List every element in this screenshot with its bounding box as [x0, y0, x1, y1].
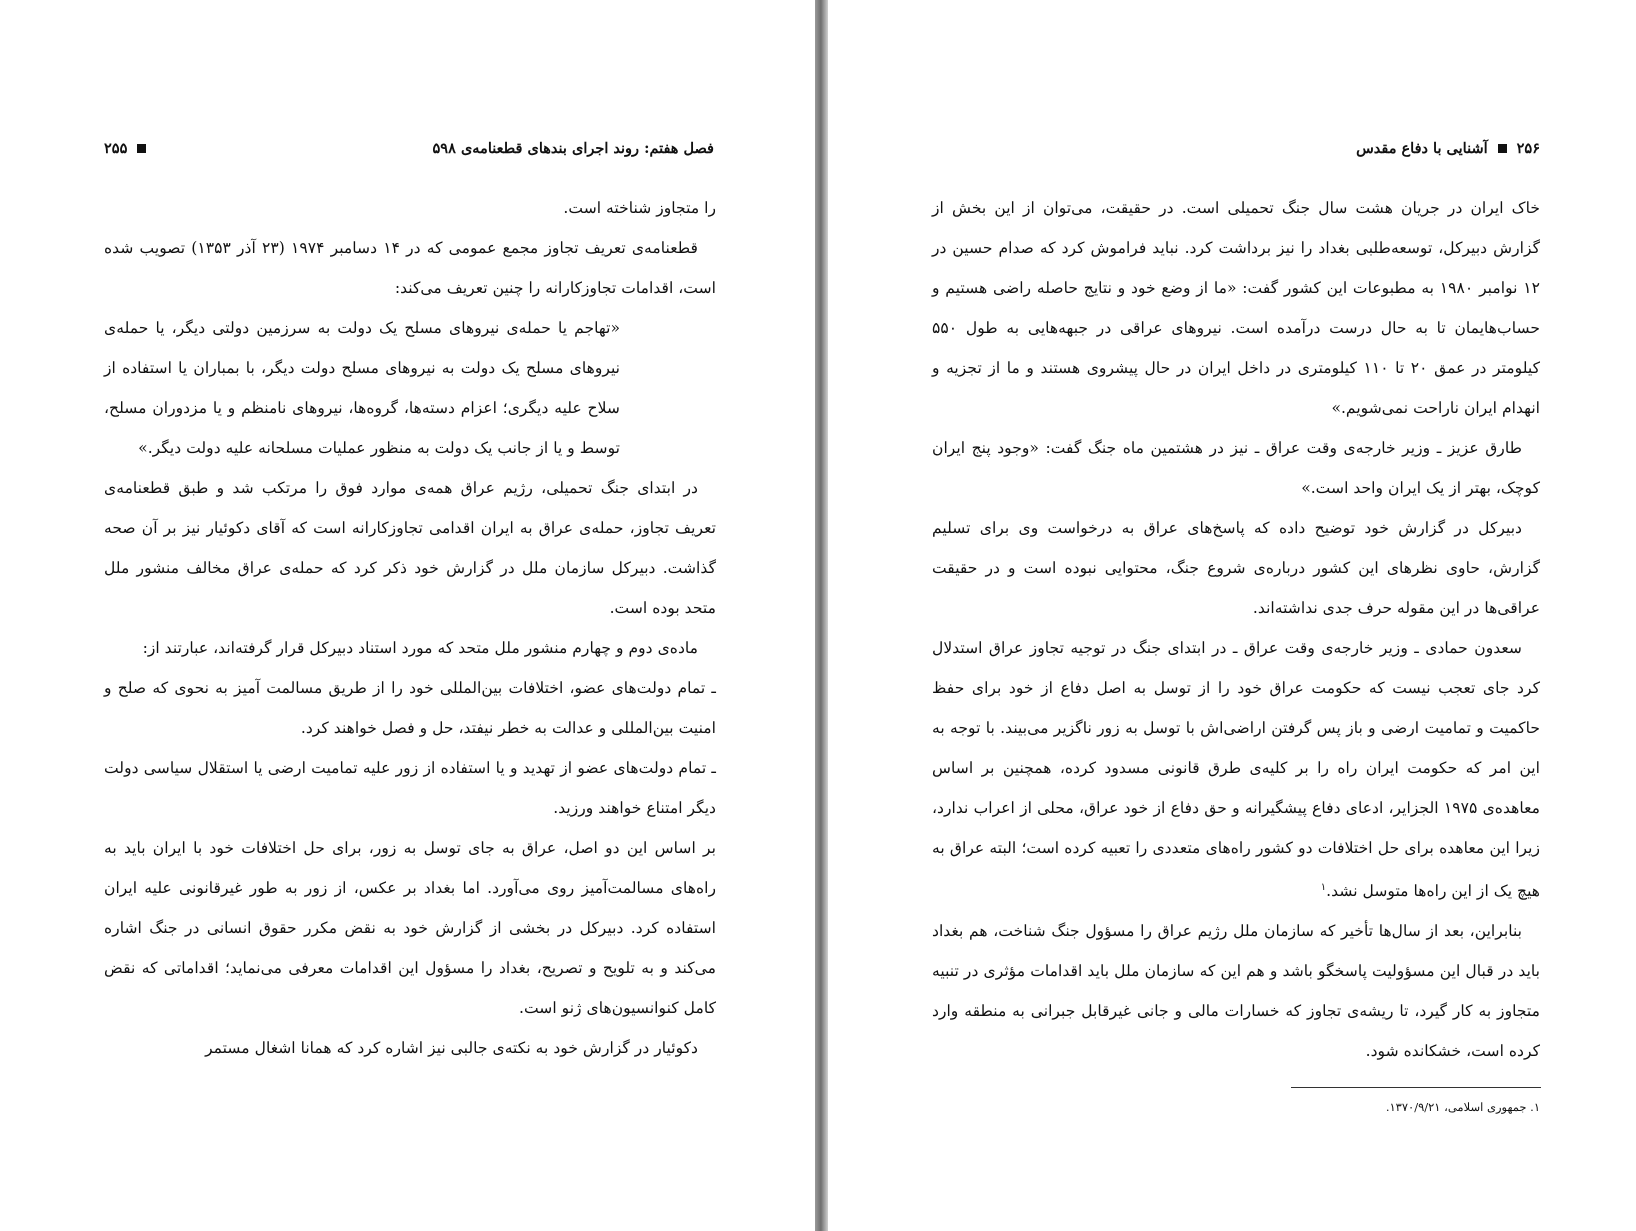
header-square-bullet [137, 144, 146, 153]
right-page [828, 0, 1636, 1231]
page-number: ۲۵۵ [104, 140, 128, 157]
paragraph: دکوئیار در گزارش خود به نکته‌ی جالبی نیز اشاره کرد که همانا اشغال مستمر [205, 1039, 698, 1057]
list-item: ـ تمام دولت‌های عضو، اختلافات بین‌المللی خود را از طریق مسالمت آمیز به نحوی که صلح و امنیت بین‌المللی و عدالت به خطر نیفتد، حل و فصل خواهند کرد. [104, 679, 716, 737]
paragraph: طارق عزیز ـ وزیر خارجه‌ی وقت عراق ـ نیز در هشتمین ماه جنگ گفت: «وجود پنج ایران کوچک، بهتر از یک ایران واحد است.» [932, 439, 1540, 497]
block-quote: «تهاجم یا حمله‌ی نیروهای مسلح یک دولت به سرزمین دولتی دیگر، یا حمله‌ی نیروهای مسلح یک دولت به نیروهای مسلح دولت دیگر، با بمباران یا استفاده از سلاح علیه دیگری؛ اعزام دسته‌ها، گروه‌ها، نیروهای نامنظم و یا مزدوران مسلح، توسط و یا از جانب یک دولت به منظور عملیات مسلحانه علیه دولت دیگر.» [104, 319, 620, 457]
running-header [104, 140, 714, 157]
paragraph: دبیرکل در گزارش خود توضیح داده که پاسخ‌های عراق به درخواست وی برای تسلیم گزارش، حاوی نظرهای این کشور درباره‌ی شروع جنگ، محتوایی نبوده است و در حقیقت عراقی‌ها در این مقوله حرف جدی نداشته‌اند. [932, 519, 1540, 617]
page-body [104, 188, 716, 1068]
paragraph: بر اساس این دو اصل، عراق به جای توسل به زور، برای حل اختلافات خود با ایران باید به راه‌های مسالمت‌آمیز روی می‌آورد. اما بغداد بر عکس، از زور به طور غیرقانونی علیه ایران استفاده کرد. دبیرکل در بخشی از گزارش خود به نقض مکرر حقوق انسانی در جنگ اشاره می‌کند و به تلویح و تصریح، بغداد را مسؤول این اقدامات معرفی می‌نماید؛ اقداماتی که نقض کامل کنوانسیون‌های ژنو است. [104, 839, 716, 1017]
paragraph: را متجاوز شناخته است. [563, 199, 716, 217]
header-square-bullet [1498, 144, 1507, 153]
paragraph: خاک ایران در جریان هشت سال جنگ تحمیلی است. در حقیقت، می‌توان از این بخش از گزارش دبیرکل، توسعه‌طلبی بغداد را نیز برداشت کرد. نباید فراموش کرد که صدام حسین در ۱۲ نوامبر ۱۹۸۰ به مطبوعات این کشور گفت: «ما از وضع خود و نتایج حاصله راضی هستیم و حساب‌هایمان تا به حال درست درآمده است. نیروهای عراقی در جبهه‌هایی به طول ۵۵۰ کیلومتر در عمق ۲۰ تا ۱۱۰ کیلومتری در داخل ایران در حال پیشروی هستند و ما از تجزیه و انهدام ایران ناراحت نمی‌شویم.» [932, 199, 1540, 417]
page-body [932, 188, 1540, 1071]
paragraph: ماده‌ی دوم و چهارم منشور ملل متحد که مورد استناد دبیرکل قرار گرفته‌اند، عبارتند از: [142, 639, 698, 657]
footnote: ۱. جمهوری اسلامی، ۱۳۷۰/۹/۲۱. [1385, 1100, 1540, 1114]
running-header [922, 140, 1540, 157]
page-number: ۲۵۶ [1516, 140, 1540, 157]
book-gutter [815, 0, 828, 1231]
left-page [0, 0, 815, 1231]
list-item: ـ تمام دولت‌های عضو از تهدید و یا استفاده از زور علیه تمامیت ارضی یا استقلال سیاسی دولت دیگر امتناع خواهند ورزید. [104, 759, 716, 817]
paragraph: قطعنامه‌ی تعریف تجاوز مجمع عمومی که در ۱۴ دسامبر ۱۹۷۴ (۲۳ آذر ۱۳۵۳) تصویب شده است، اقدامات تجاوزکارانه را چنین تعریف می‌کند: [104, 239, 716, 297]
paragraph-text: سعدون حمادی ـ وزیر خارجه‌ی وقت عراق ـ در ابتدای جنگ در توجیه تجاوز عراق استدلال کرد جای تعجب نیست که حکومت عراق خود را از توسل به اصل دفاع از خود برای حفظ حاکمیت و تمامیت ارضی و باز پس گرفتن اراضی‌اش با توسل به زور ناگزیر می‌بیند. با توجه به این امر که حکومت ایران راه را بر کلیه‌ی طرق قانونی مسدود کرده، همچنین بر اساس معاهده‌ی ۱۹۷۵ الجزایر، ادعای دفاع پیشگیرانه و حق دفاع از خود عراق، محلی از اعراب ندارد، زیرا این معاهده برای حل اختلافات دو کشور راه‌های متعددی را تعبیه کرده است؛ البته عراق به هیچ یک از این راه‌ها متوسل نشد. [932, 639, 1540, 901]
running-header-title: فصل هفتم: روند اجرای بندهای قطعنامه‌ی ۵۹۸ [432, 140, 714, 157]
paragraph [932, 628, 1540, 911]
footnote-rule [1291, 1087, 1541, 1088]
paragraph: بنابراین، بعد از سال‌ها تأخیر که سازمان ملل رژیم عراق را مسؤول جنگ شناخت، هم بغداد باید در قبال این مسؤولیت پاسخگو باشد و هم این که سازمان ملل باید اقدامات مؤثری در تنبیه متجاوز به کار گیرد، تا ریشه‌ی تجاوز که خسارات مالی و جانی غیرقابل جبرانی به منطقه وارد کرده است، خشکانده شود. [932, 922, 1540, 1061]
paragraph: در ابتدای جنگ تحمیلی، رژیم عراق همه‌ی موارد فوق را مرتکب شد و طبق قطعنامه‌ی تعریف تجاوز، حمله‌ی عراق به ایران اقدامی تجاوزکارانه است که آقای دکوئیار نیز بر آن صحه گذاشت. دبیرکل سازمان ملل در گزارش خود ذکر کرد که حمله‌ی عراق مخالف منشور ملل متحد بوده است. [104, 479, 716, 617]
running-header-title: آشنایی با دفاع مقدس [1356, 140, 1488, 157]
footnote-marker: ۱ [1320, 882, 1327, 893]
